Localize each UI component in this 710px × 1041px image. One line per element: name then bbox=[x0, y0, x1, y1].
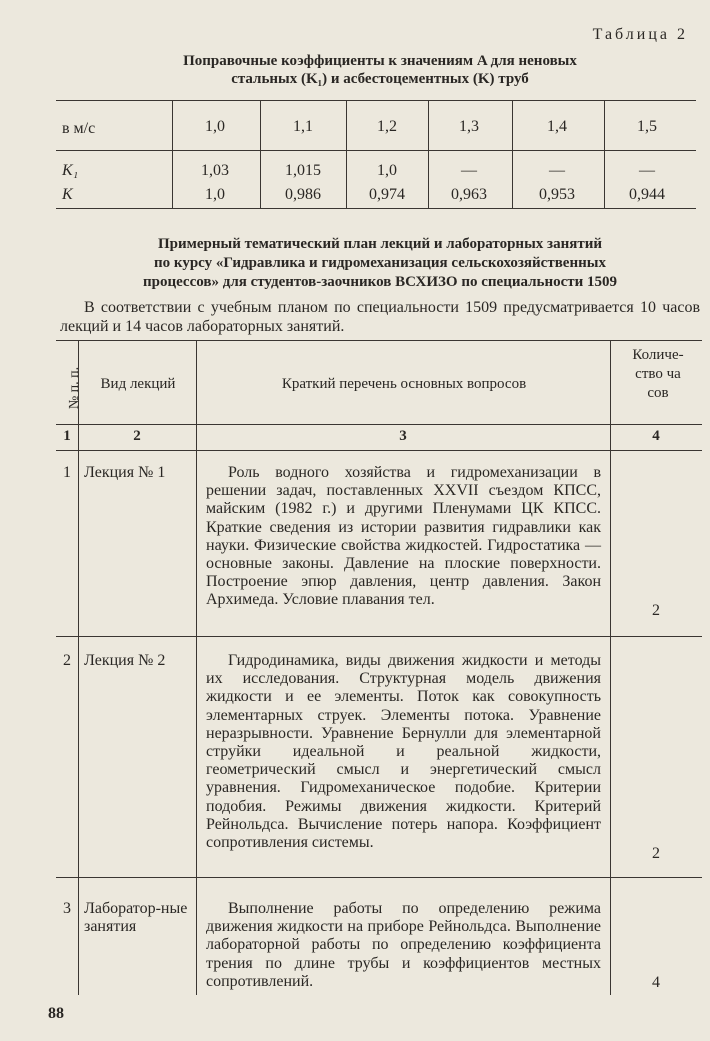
plan-title bbox=[60, 235, 700, 292]
header-kind: Вид лекций bbox=[100, 376, 176, 392]
row-topics: Гидродинамика, виды движения жидкости и методы их исследования. Структурная модель движения жидкости и ее элементы. Поток как совокупность элементарных струек. Элементы потока. Уравнение неразрывности. Уравнение Бернулли для элементарной струйки идеальной и реальной жидкости, геометрический смысл и энергетический смысл уравнения. Гидромеханическое подобие. Критерии подобия. Режимы движения жидкости. Критерий Рейнольдса. Вычисление потерь напора. Коэффициент сопротивления системы. bbox=[206, 652, 601, 852]
header-hours: Количе-ство часов bbox=[632, 347, 684, 401]
table-rule bbox=[56, 424, 702, 425]
k-cell: 0,986 bbox=[285, 186, 321, 203]
row-kind: Лекция № 1 bbox=[84, 464, 166, 481]
speed-cell: 1,1 bbox=[293, 118, 313, 135]
speed-row-label: в м/с bbox=[62, 120, 96, 137]
table2-title-line1: Поправочные коэффициенты к значениям A для неновых bbox=[183, 53, 577, 69]
column-divider bbox=[172, 100, 173, 208]
k-cell: 1,0 bbox=[205, 186, 225, 203]
row-number: 2 bbox=[63, 652, 71, 669]
k-cell: 0,953 bbox=[539, 186, 575, 203]
page-number: 88 bbox=[48, 1005, 64, 1022]
speed-cell: 1,4 bbox=[547, 118, 567, 135]
k1-row-label: K₁ bbox=[62, 162, 79, 179]
k1-cell: 1,015 bbox=[285, 162, 321, 179]
plan-intro: В соответствии с учебным планом по специальности 1509 предусматривается 10 часов лекций и 14 часов лабораторных занятий. bbox=[60, 299, 700, 335]
speed-cell: 1,5 bbox=[637, 118, 657, 135]
row-hours: 4 bbox=[652, 974, 660, 991]
table-label: Таблица 2 bbox=[592, 26, 688, 43]
column-divider bbox=[346, 100, 347, 208]
k1-cell: 1,03 bbox=[201, 162, 229, 179]
header-number: № п. п. bbox=[67, 366, 82, 410]
lecture-plan-table bbox=[56, 340, 702, 1000]
column-divider bbox=[512, 100, 513, 208]
k-row-label: K bbox=[62, 186, 73, 203]
table-rule bbox=[56, 636, 702, 637]
speed-cell: 1,0 bbox=[205, 118, 225, 135]
table-rule bbox=[56, 208, 696, 209]
column-number: 3 bbox=[399, 428, 407, 444]
column-divider bbox=[260, 100, 261, 208]
row-kind: Лекция № 2 bbox=[84, 652, 166, 669]
row-kind: Лаборатор-ные занятия bbox=[84, 900, 188, 935]
table2-title-line2: стальных (K₁) и асбестоцементных (K) труб bbox=[231, 71, 529, 87]
row-topics: Выполнение работы по определению режима движения жидкости на приборе Рейнольдса. Выполнение лабораторной работы по определению коэффициента трения по длине трубы и коэффициентов местных сопротивлений. bbox=[206, 900, 601, 990]
k1-cell: — bbox=[639, 162, 655, 179]
plan-title-line3: процессов» для студентов-заочников ВСХИЗО по специальности 1509 bbox=[142, 274, 618, 290]
column-number: 2 bbox=[133, 428, 141, 444]
column-number: 4 bbox=[652, 428, 660, 444]
speed-cell: 1,2 bbox=[377, 118, 397, 135]
column-number: 1 bbox=[63, 428, 71, 444]
header-topics: Краткий перечень основных вопросов bbox=[281, 376, 527, 392]
table-rule bbox=[56, 340, 702, 341]
table-rule bbox=[56, 450, 702, 451]
table-rule bbox=[56, 100, 696, 101]
plan-title-line2: по курсу «Гидравлика и гидромеханизация сельскохозяйственных bbox=[154, 255, 606, 271]
column-divider bbox=[428, 100, 429, 208]
row-hours: 2 bbox=[652, 845, 660, 862]
speed-cell: 1,3 bbox=[459, 118, 479, 135]
table-rule bbox=[56, 877, 702, 878]
k1-cell: — bbox=[549, 162, 565, 179]
k1-cell: 1,0 bbox=[377, 162, 397, 179]
row-topics: Роль водного хозяйства и гидромеханизации в решении задач, поставленных XXVII съездом КПСС, майским (1982 г.) и другими Пленумами ЦК КПСС. Краткие сведения из истории развития гидравлики как науки. Физические свойства жидкостей. Гидростатика — основные законы. Давление на плоские поверхности. Построение эпюр давления, центр давления. Закон Архимеда. Условие плавания тел. bbox=[206, 464, 601, 609]
table-rule bbox=[56, 150, 696, 151]
row-number: 3 bbox=[63, 900, 71, 917]
k1-cell: — bbox=[461, 162, 477, 179]
column-divider bbox=[604, 100, 605, 208]
table2-title bbox=[60, 52, 700, 88]
k-cell: 0,974 bbox=[369, 186, 405, 203]
plan-title-line1: Примерный тематический план лекций и лабораторных занятий bbox=[158, 236, 602, 252]
k-cell: 0,944 bbox=[629, 186, 665, 203]
row-number: 1 bbox=[63, 464, 71, 481]
k-cell: 0,963 bbox=[451, 186, 487, 203]
row-hours: 2 bbox=[652, 602, 660, 619]
